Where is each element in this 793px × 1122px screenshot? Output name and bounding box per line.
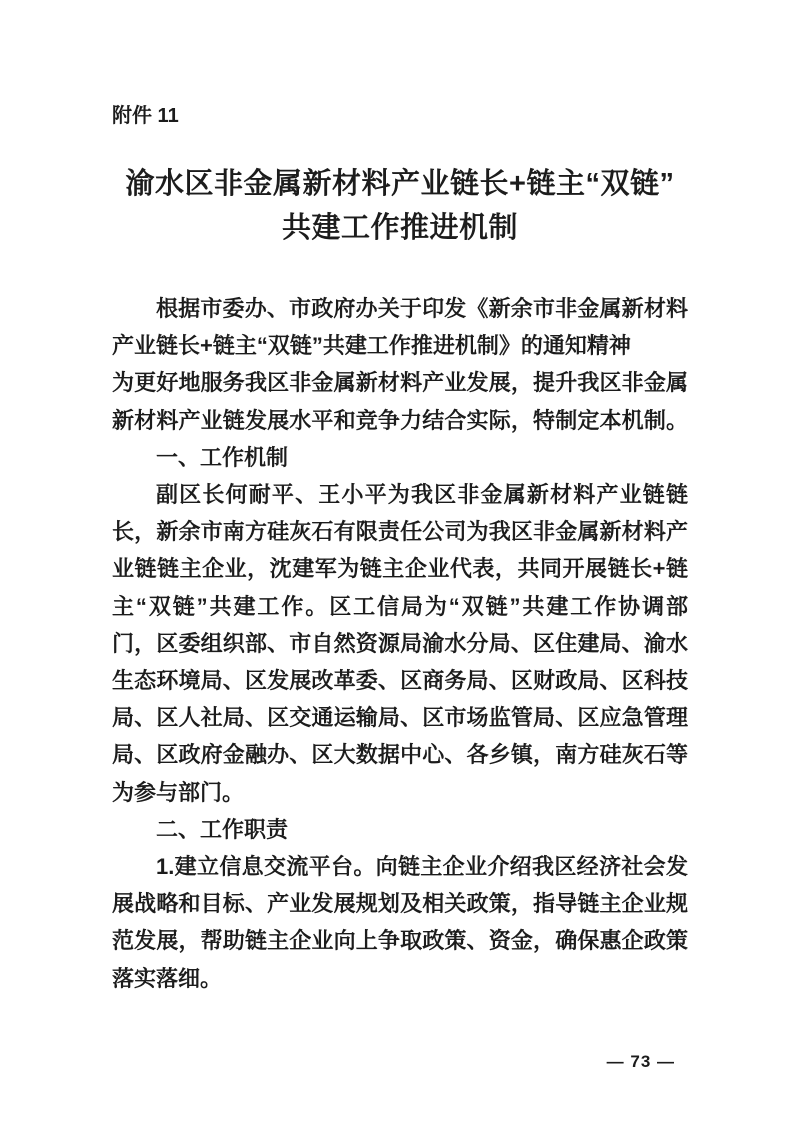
page-number: — 73 —: [606, 1052, 675, 1071]
body-line: 1.建立信息交流平台。向链主企业介绍我区经济社会发: [156, 854, 688, 880]
body-line: 生态环境局、区发展改革委、区商务局、区财政局、区科技: [112, 668, 688, 694]
body-line: 为更好地服务我区非金属新材料产业发展，提升我区非金属: [112, 370, 688, 396]
document-title-line-2: 共建工作推进机制: [281, 212, 518, 244]
section-heading-1: 一、工作机制: [156, 444, 289, 470]
document-title-line-1: 渝水区非金属新材料产业链长+链主“双链”: [125, 168, 675, 200]
document-title: [112, 162, 688, 250]
body-line: 新材料产业链发展水平和竞争力结合实际，特制定本机制。: [112, 407, 688, 433]
body-line: 落实落细。: [112, 965, 223, 991]
body-line: 根据市委办、市政府办关于印发《新余市非金属新材料: [156, 296, 688, 321]
body-line: 局、区政府金融办、区大数据中心、各乡镇，南方硅灰石等: [112, 742, 688, 768]
body-line: 长，新余市南方硅灰石有限责任公司为我区非金属新材料产: [112, 519, 688, 545]
body-line: 产业链长+链主“双链”共建工作推进机制》的通知精神: [112, 333, 631, 359]
body-line: 展战略和目标、产业发展规划及相关政策，指导链主企业规: [112, 891, 688, 917]
attachment-label: 附件 11: [112, 105, 179, 127]
body-line: 业链链主企业，沈建军为链主企业代表，共同开展链长+链: [112, 556, 688, 582]
body-line: 范发展，帮助链主企业向上争取政策、资金，确保惠企政策: [112, 928, 688, 954]
body-line: 副区长何耐平、王小平为我区非金属新材料产业链链: [156, 482, 688, 508]
body-line: 为参与部门。: [112, 779, 245, 805]
section-heading-2: 二、工作职责: [156, 816, 289, 842]
body-line: 局、区人社局、区交通运输局、区市场监管局、区应急管理: [112, 705, 688, 731]
body-line: 主“双链”共建工作。区工信局为“双链”共建工作协调部: [112, 593, 688, 619]
document-body: [112, 290, 688, 997]
body-line: 门，区委组织部、市自然资源局渝水分局、区住建局、渝水: [112, 630, 688, 656]
